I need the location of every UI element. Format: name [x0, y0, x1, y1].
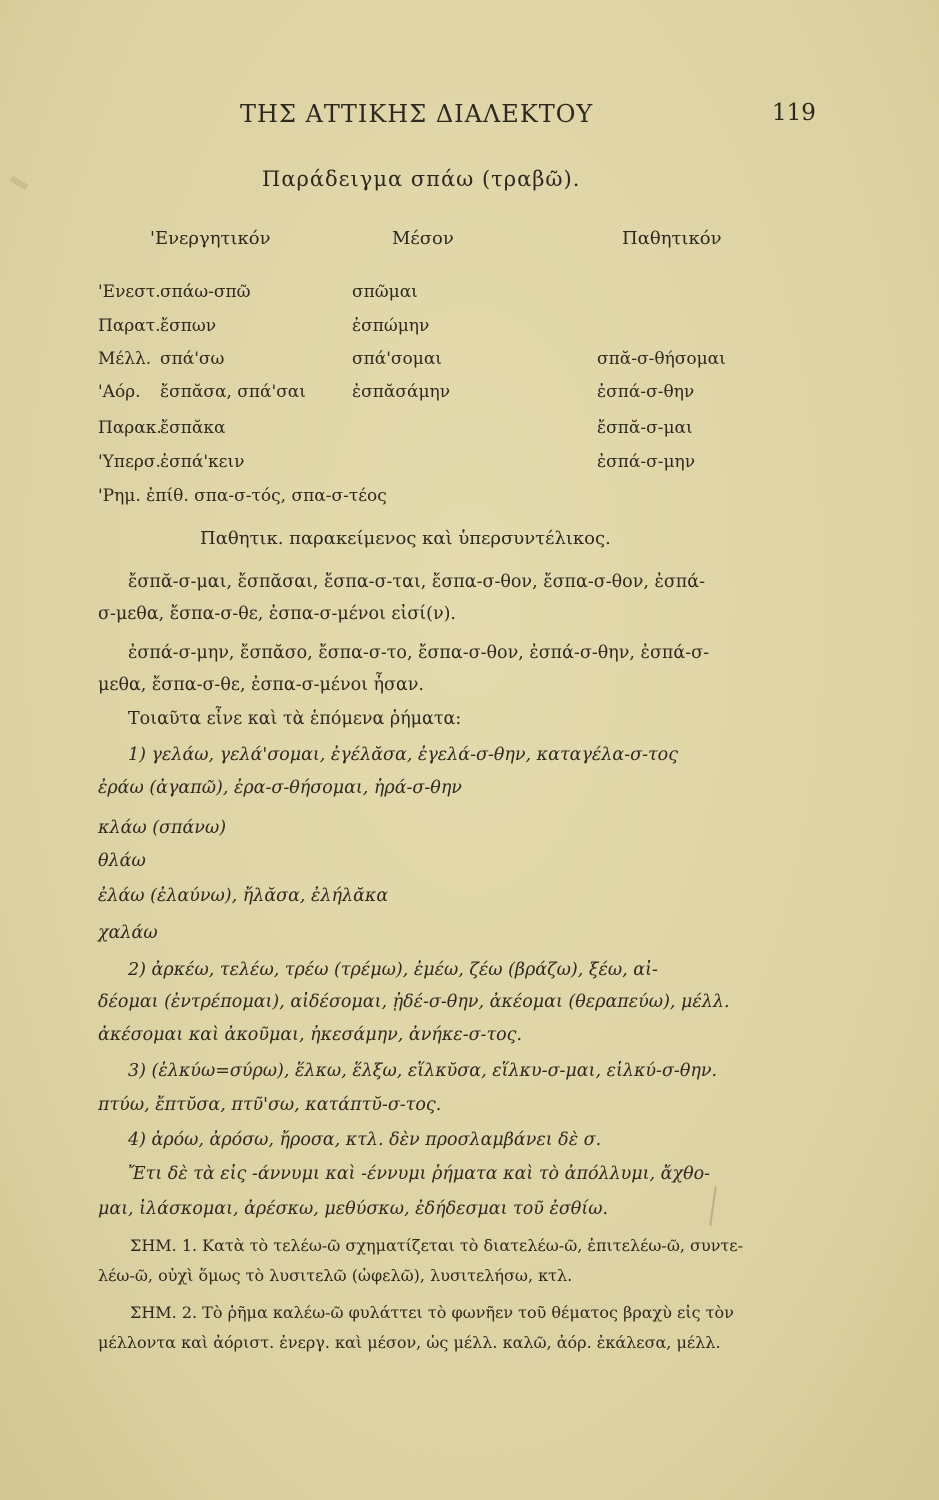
tense-label: 'Ενεστ. — [98, 282, 161, 302]
list-line: 4) ἀρόω, ἀρόσω, ἤροσα, κτλ. δὲν προσλαμβάνει δὲ σ. — [128, 1130, 602, 1150]
tense-label: 'Αόρ. — [98, 382, 141, 402]
verbal-adjectives: 'Ρημ. ἐπίθ. σπα-σ-τός, σπα-σ-τέος — [98, 486, 387, 506]
list-line: κλάω (σπάνω) — [98, 818, 227, 838]
middle-form: σπῶμαι — [352, 282, 418, 302]
list-line: 3) (ἑλκύω=σύρω), ἕλκω, ἕλξω, εἵλκῠσα, εἵλκυ-σ-μαι, εἱλκύ-σ-θην. — [128, 1061, 718, 1081]
table-row — [0, 382, 939, 416]
note-line: ΣΗΜ. 1. Κατὰ τὸ τελέω-ῶ σχηματίζεται τὸ διατελέω-ῶ, ἐπιτελέω-ῶ, συντε- — [130, 1236, 743, 1255]
passive-form: ἐσπά-σ-θην — [597, 382, 695, 402]
list-line: ἐράω (ἀγαπῶ), ἐρα-σ-θήσομαι, ἠρά-σ-θην — [98, 778, 462, 798]
list-line: ἐλάω (ἐλαύνω), ἤλᾰσα, ἐλήλᾰκα — [98, 886, 389, 906]
text-line: σ-μεθα, ἔσπα-σ-θε, ἐσπα-σ-μένοι εἰσί(ν). — [98, 604, 456, 624]
table-row — [0, 316, 939, 350]
text-line: ἐσπά-σ-μην, ἔσπᾰσο, ἔσπα-σ-το, ἔσπα-σ-θον, ἐσπά-σ-θην, ἐσπά-σ- — [128, 643, 709, 663]
list-line: 1) γελάω, γελά'σομαι, ἐγέλᾰσα, ἐγελά-σ-θην, καταγέλα-σ-τος — [128, 745, 678, 765]
text-line: μεθα, ἔσπα-σ-θε, ἐσπα-σ-μένοι ἦσαν. — [98, 675, 424, 695]
passive-form: ἐσπά-σ-μην — [597, 452, 696, 472]
list-line: πτύω, ἔπτῠσα, πτῦ'σω, κατάπτῠ-σ-τος. — [98, 1095, 442, 1115]
column-head-middle: Μέσον — [392, 228, 454, 249]
paradigm-heading: Παράδειγμα σπάω (τραβῶ). — [262, 167, 581, 191]
page-smudge — [10, 176, 29, 190]
intro-line: Τοιαῦτα εἶνε καὶ τὰ ἑπόμενα ῥήματα: — [128, 709, 462, 729]
table-row — [0, 349, 939, 383]
note-line: μέλλοντα καὶ ἀόριστ. ἐνεργ. καὶ μέσον, ὡς μέλλ. καλῶ, ἀόρ. ἐκάλεσα, μέλλ. — [98, 1333, 721, 1352]
tense-label: Μέλλ. — [98, 349, 152, 369]
active-form: σπάω-σπῶ — [160, 282, 251, 302]
column-head-passive: Παθητικόν — [622, 228, 722, 249]
active-form: ἔσπᾰκα — [160, 418, 226, 438]
running-title: ΤΗΣ ΑΤΤΙΚΗΣ ΔΙΑΛΕΚΤΟΥ — [240, 100, 594, 128]
middle-form: σπά'σομαι — [352, 349, 442, 369]
list-line: δέομαι (ἐντρέπομαι), αἰδέσομαι, ᾐδέ-σ-θην, ἀκέομαι (θεραπεύω), μέλλ. — [98, 992, 730, 1012]
passive-form: ἔσπᾰ-σ-μαι — [597, 418, 693, 438]
tense-label: Παρατ. — [98, 316, 161, 336]
table-row — [0, 282, 939, 316]
active-form: ἔσπᾰσα, σπά'σαι — [160, 382, 306, 402]
list-line: ἀκέσομαι καὶ ἀκοῦμαι, ἠκεσάμην, ἀνήκε-σ-τος. — [98, 1025, 523, 1045]
section-heading: Παθητικ. παρακείμενος καὶ ὑπερσυντέλικος. — [200, 528, 611, 549]
list-line: Ἔτι δὲ τὰ εἰς -άννυμι καὶ -έννυμι ῥήματα καὶ τὸ ἀπόλλυμι, ἄχθο- — [128, 1164, 711, 1184]
tense-label: Παρακ. — [98, 418, 162, 438]
note-line: ΣΗΜ. 2. Τὸ ῥῆμα καλέω-ῶ φυλάττει τὸ φωνῆεν τοῦ θέματος βραχὺ εἰς τὸν — [130, 1303, 734, 1322]
list-line: μαι, ἱλάσκομαι, ἀρέσκω, μεθύσκω, ἐδήδεσμαι τοῦ ἐσθίω. — [98, 1199, 609, 1219]
text-line: ἔσπᾰ-σ-μαι, ἔσπᾰσαι, ἔσπα-σ-ται, ἔσπα-σ-θον, ἔσπα-σ-θον, ἐσπά- — [128, 572, 706, 592]
note-line: λέω-ῶ, οὐχὶ ὅμως τὸ λυσιτελῶ (ὠφελῶ), λυσιτελήσω, κτλ. — [98, 1266, 573, 1285]
tense-label: 'Υπερσ. — [98, 452, 161, 472]
page-number: 119 — [772, 100, 816, 126]
active-form: σπά'σω — [160, 349, 225, 369]
list-line: χαλάω — [98, 923, 158, 943]
table-row — [0, 418, 939, 452]
middle-form: ἐσπώμην — [352, 316, 430, 336]
passive-form: σπᾰ-σ-θήσομαι — [597, 349, 726, 369]
pencil-mark — [709, 1186, 717, 1226]
table-row — [0, 452, 939, 486]
middle-form: ἐσπᾰσάμην — [352, 382, 451, 402]
column-head-active: 'Ενεργητικόν — [150, 228, 271, 249]
list-line: 2) ἀρκέω, τελέω, τρέω (τρέμω), ἐμέω, ζέω (βράζω), ξέω, αἰ- — [128, 960, 658, 980]
active-form: ἔσπων — [160, 316, 217, 336]
active-form: ἐσπά'κειν — [160, 452, 245, 472]
list-line: θλάω — [98, 851, 146, 871]
